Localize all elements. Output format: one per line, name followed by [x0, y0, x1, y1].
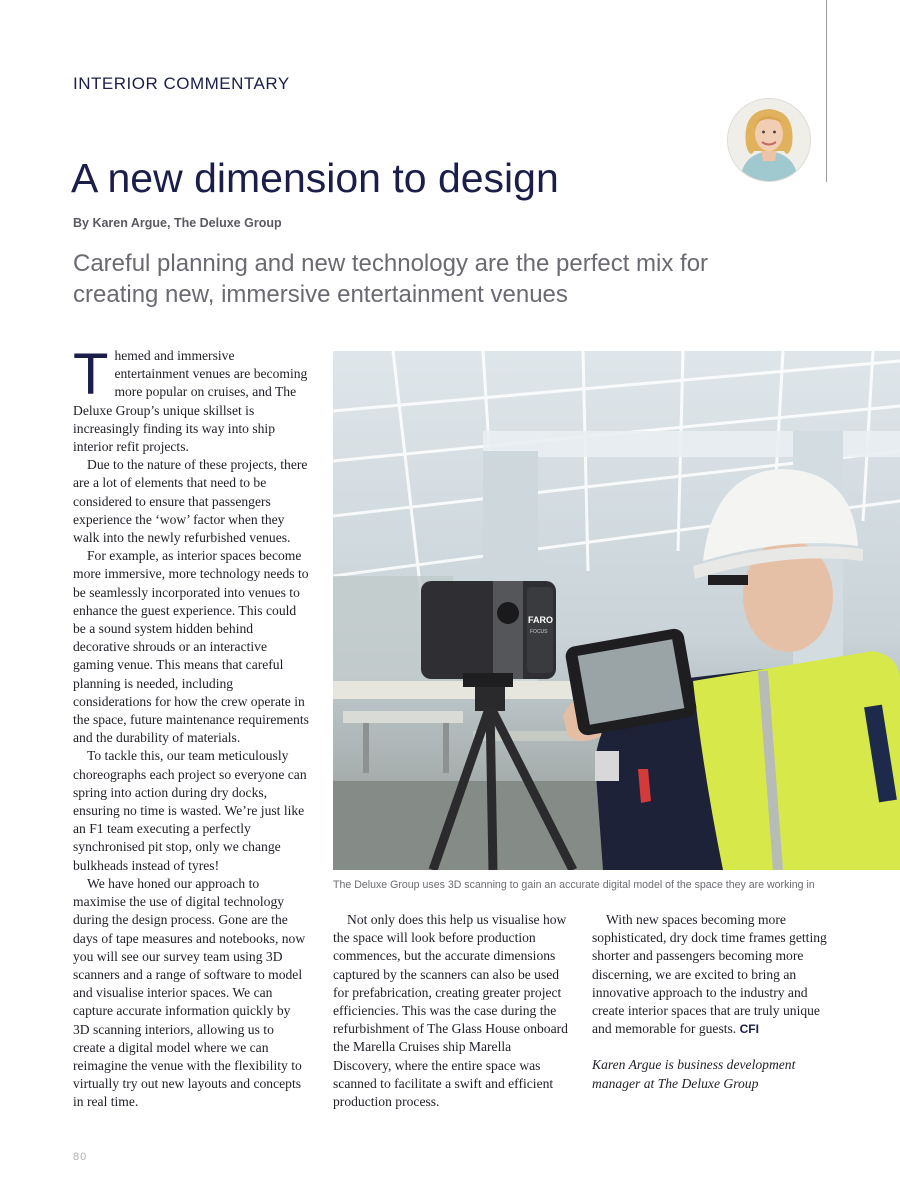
body-paragraph	[592, 911, 828, 1038]
body-paragraph: Due to the nature of these projects, there are a lot of elements that need to be considered to ensure that passengers experience the ‘wow’ factor when they walk into the newly refurbished venues.	[73, 457, 308, 546]
vertical-rule	[826, 0, 827, 182]
article-photo	[333, 351, 900, 870]
body-paragraph: Not only does this help us visualise how the space will look before production commences, but the accurate dimensions captured by the scanners can also be used for prefabrication, creating greater project efficiencies. This was the case during the refurbishment of The Glass House onboard the Marella Cruises ship Marella Discovery, where the entire space was scanned to facilitate a swift and efficient production process.	[333, 912, 568, 1110]
scanner-model: FOCUS	[530, 629, 548, 635]
page-title: A new dimension to design	[71, 155, 559, 201]
end-mark: CFI	[739, 1022, 759, 1037]
scanning-photo-illustration	[333, 351, 900, 870]
photo-caption: The Deluxe Group uses 3D scanning to gain an accurate digital model of the space they are working in	[333, 879, 815, 891]
body-column-1	[73, 342, 309, 1112]
paragraph-text: hemed and immersive entertainment venues are becoming more popular on cruises, and The Deluxe Group’s unique skillset is increasingly finding its way into ship interior refit projects.	[73, 348, 308, 455]
section-label: INTERIOR COMMENTARY	[73, 74, 290, 93]
page-number: 80	[73, 1151, 88, 1163]
body-column-2	[333, 911, 569, 1111]
body-paragraph: For example, as interior spaces become more immersive, more technology needs to be seamlessly incorporated into venues to enhance the guest experience. This could be a sound system hidden behind decorative shrouds or an interactive gaming venue. This means that careful planning is needed, including considerations for how the crew operate in the space, future maintenance requirements and the durability of materials.	[73, 548, 309, 746]
author-note: Karen Argue is business development manager at The Deluxe Group	[592, 1057, 796, 1091]
body-paragraph: We have honed our approach to maximise the use of digital technology during the design process. Gone are the days of tape measures and notebooks, now you will see our survey team using 3D scanners and a range of software to model and visualise interior spaces. We can capture accurate information quickly by 3D scanning interiors, allowing us to create a digital model where we can reimagine the venue with the flexibility to virtually try out new layouts and concepts in real time.	[73, 875, 306, 1110]
body-column-3	[592, 911, 828, 1093]
drop-cap: T	[73, 342, 109, 407]
standfirst: Careful planning and new technology are the perfect mix for creating new, immersive entertainment venues	[73, 250, 709, 308]
paragraph-text: With new spaces becoming more sophisticated, dry dock time frames getting shorter and passengers becoming more discerning, we are excited to bring an innovative approach to the industry and create interior spaces that are truly unique and memorable for guests.	[592, 912, 827, 1037]
body-paragraph: To tackle this, our team meticulously choreographs each project so everyone can spring into action during dry docks, ensuring no time is wasted. We’re just like an F1 team executing a perfectly synchronised pit stop, only we change bulkheads instead of tyres!	[73, 748, 307, 873]
author-portrait-image	[728, 99, 810, 181]
body-paragraph	[73, 342, 309, 456]
byline: By Karen Argue, The Deluxe Group	[73, 216, 282, 230]
3d-scanner	[421, 581, 556, 687]
author-portrait	[727, 98, 811, 182]
scanner-brand: FARO	[528, 615, 554, 625]
